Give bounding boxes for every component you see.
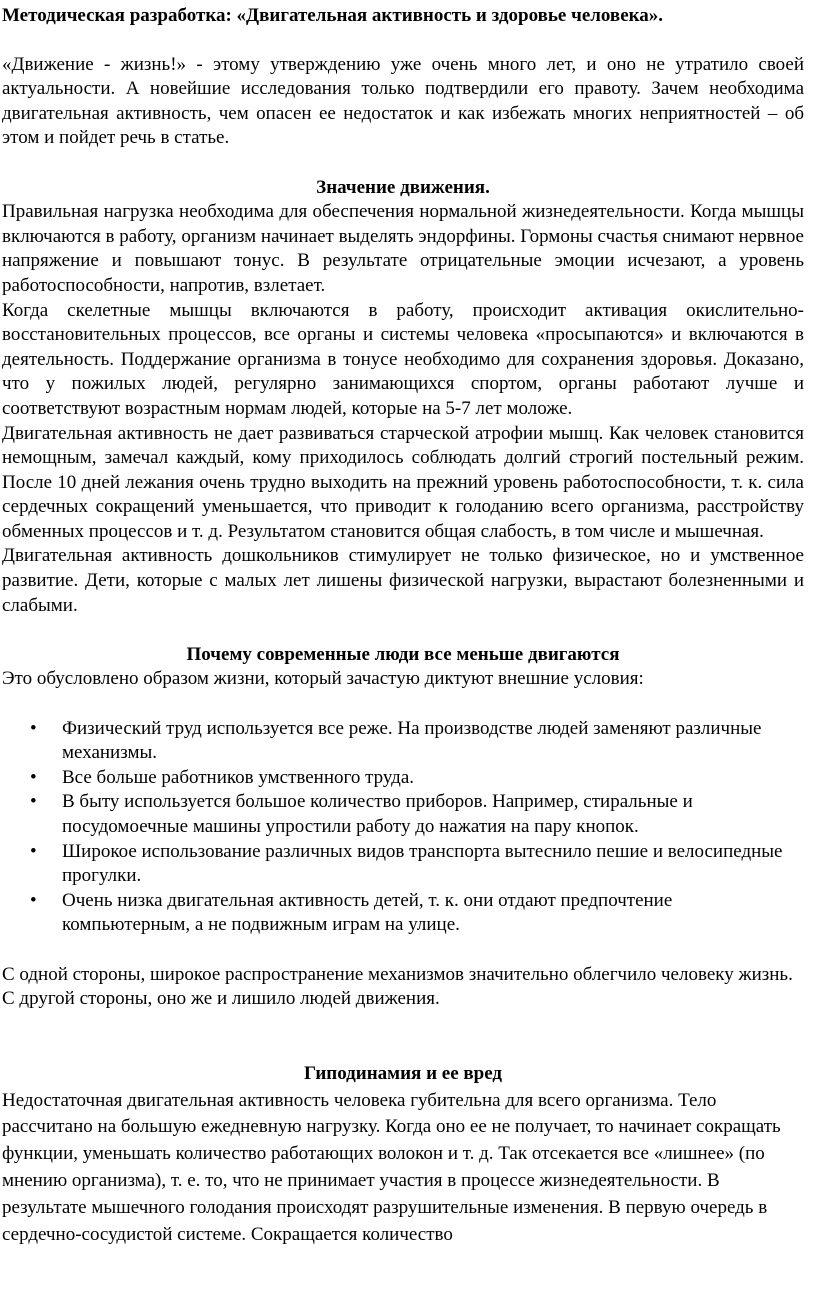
section-heading-why-less-movement: Почему современные люди все меньше двигаются <box>186 643 620 665</box>
list-item <box>30 717 804 766</box>
spacer <box>2 618 804 643</box>
list-item <box>30 766 804 791</box>
section-hypodynamia <box>2 1061 804 1249</box>
document-title: Методическая разработка: «Двигательная активность и здоровье человека». <box>2 5 664 26</box>
spacer <box>2 151 804 176</box>
paragraph: Это обусловлено образом жизни, который зачастую диктуют внешние условия: <box>2 668 644 690</box>
spacer <box>2 938 804 963</box>
bullet-icon: • <box>30 717 37 739</box>
bullet-icon: • <box>30 766 37 788</box>
paragraph: Двигательная активность не дает развиваться старческой атрофии мышц. Как человек становится немощным, замечал каждый, кому приходилось соблюдать долгий строгий постельный режим. После 10 дней лежания очень трудно выходить на прежний уровень работоспособности, т. к. сила сердечных сокращений уменьшается, что приводит к голоданию всего организма, расстройству обменных процессов и т. д. Результатом становится общая слабость, в том числе и мышечная. <box>2 422 804 542</box>
bullet-icon: • <box>30 889 37 911</box>
bullet-icon: • <box>30 840 37 862</box>
list-item <box>30 889 804 938</box>
section-heading-movement: Значение движения. <box>316 176 490 198</box>
intro-paragraph: «Движение - жизнь!» - этому утверждению уже очень много лет, и оно не утратило своей актуальности. А новейшие исследования только подтвердили его правоту. Зачем необходима двигательная активность, чем опасен ее недостаток и как избежать многих неприятностей – об этом и пойдет речь в статье. <box>2 53 804 149</box>
paragraph: Когда скелетные мышцы включаются в работу, происходит активация окислительно-восстановительных процессов, все органы и системы человека «просыпаются» и включаются в деятельность. Поддержание организма в тонусе необходимо для сохранения здоровья. Доказано, что у пожилых людей, регулярно занимающихся спортом, органы работают лучше и соответствуют возрастным нормам людей, которые на 5-7 лет моложе. <box>2 299 804 419</box>
paragraph: Недостаточная двигательная активность человека губительна для всего организма. Тело рассчитано на большую ежедневную нагрузку. Когда оно ее не получает, то начинает сокращать функции, уменьшать количество работающих волокон и т. д. Так отсекается все «лишнее» (по мнению организма), т. е. то, что не принимает участия в процессе жизнедеятельности. В результате мышечного голодания происходят разрушительные изменения. В первую очередь в сердечно-сосудистой системе. Сокращается количество <box>2 1089 781 1245</box>
paragraph: С одной стороны, широкое распространение механизмов значительно облегчило человеку жизнь. С другой стороны, оно же и лишило людей движения. <box>2 963 793 1010</box>
bullet-list <box>2 717 804 938</box>
spacer <box>2 1012 804 1061</box>
bullet-icon: • <box>30 791 37 813</box>
list-item <box>30 840 804 889</box>
list-item-text: Очень низка двигательная активность детей, т. к. они отдают предпочтение компьютерным, а не подвижным играм на улице. <box>62 889 673 936</box>
list-item-text: Физический труд используется все реже. На производстве людей заменяют различные механизмы. <box>62 717 762 764</box>
paragraph: Правильная нагрузка необходима для обеспечения нормальной жизнедеятельности. Когда мышцы включаются в работу, организм начинает выделять эндорфины. Гормоны счастья снимают нервное напряжение и повышают тонус. В результате отрицательные эмоции исчезают, а уровень работоспособности, напротив, взлетает. <box>2 201 804 296</box>
section-heading-hypodynamia: Гиподинамия и ее вред <box>303 1062 503 1084</box>
list-item <box>30 790 804 839</box>
spacer <box>2 692 804 717</box>
paragraph: Двигательная активность дошкольников стимулирует не только физическое, но и умственное развитие. Дети, которые с малых лет лишены физической нагрузки, вырастают болезненными и слабыми. <box>2 545 804 616</box>
list-item-text: В быту используется большое количество приборов. Например, стиральные и посудомоечные машины упростили работу до нажатия на пару кнопок. <box>62 791 693 837</box>
list-item-text: Широкое использование различных видов транспорта вытеснило пешие и велосипедные прогулки. <box>62 840 783 887</box>
list-item-text: Все больше работников умственного труда. <box>62 766 415 788</box>
